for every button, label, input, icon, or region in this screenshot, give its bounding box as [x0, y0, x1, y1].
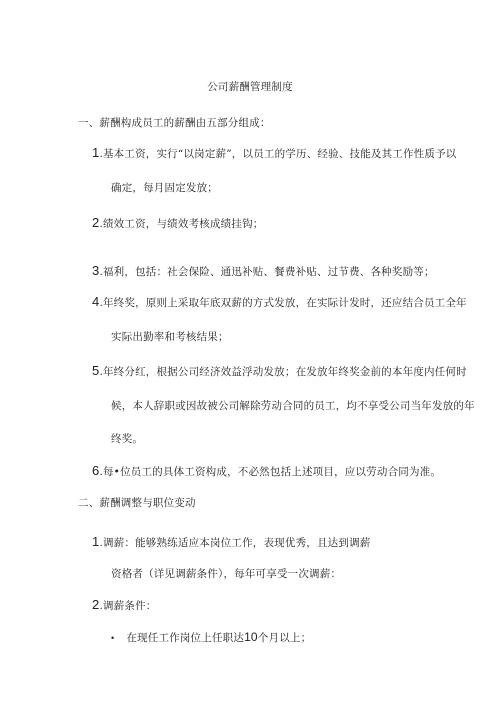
- section-1-item-5-cont-1: 候，本人辞职或因故被公司解除劳动合同的员工，均不享受公司当年发放的年: [111, 400, 475, 412]
- item-text: .基本工资，实行“以岗定薪”，以员工的学历、经验、技能及其工作性质予以: [99, 148, 457, 160]
- bullet-number: 10: [244, 630, 258, 644]
- section-1-heading: 一、薪酬构成员工的薪酬由五部分组成：: [78, 117, 271, 129]
- item-text: .年终分红，根据公司经济效益浮动发放；在发放年终奖金前的本年度内任何时: [99, 366, 467, 378]
- section-1-item-2: [92, 216, 263, 231]
- section-1-item-6: [92, 464, 441, 479]
- item-text: .调薪条件：: [99, 600, 157, 612]
- section-1-item-1-cont: 确定，每月固定发放；: [111, 182, 218, 194]
- item-text: .年终奖，原则上采取年底双薪的方式发放，在实际计发时，还应结合员工全年: [99, 297, 467, 309]
- item-number: 6: [92, 463, 100, 478]
- section-2-item-2: [92, 598, 156, 613]
- item-text: .福利，包括：社会保险、通迅补贴、餐费补贴、过节费、各种奖励等；: [99, 266, 435, 278]
- item-text: .调薪：能够熟练适应本岗位工作，表现优秀，且达到调薪: [99, 537, 371, 549]
- section-2-item-1: [92, 535, 370, 550]
- item-number: 3: [92, 263, 100, 278]
- section-2-bullet: [111, 630, 311, 645]
- section-2-heading: 二、薪酬调整与职位变动: [78, 497, 196, 509]
- section-1-item-4-cont: 实际出勤率和考核结果；: [111, 331, 229, 343]
- bullet-icon: •: [111, 633, 115, 643]
- section-1-item-1: [92, 146, 457, 161]
- item-text: .每•位员工的具体工资构成，不必然包括上述项目，应以劳动合同为准。: [99, 466, 442, 478]
- section-1-item-4: [92, 295, 467, 310]
- section-2-item-1-cont: 资格者（详见调薪条件），每年可享受一次调薪：: [111, 568, 342, 580]
- section-1-item-5-cont-2: 终奖。: [111, 433, 144, 445]
- section-1-item-5: [92, 364, 467, 379]
- section-1-item-3: [92, 264, 435, 279]
- item-number: 1: [92, 145, 100, 160]
- item-number: 2: [92, 215, 100, 230]
- item-text: .绩效工资，与绩效考核成绩挂钩；: [99, 218, 264, 230]
- document-title: 公司薪酬管理制度: [207, 81, 293, 93]
- bullet-text-before: 在现任工作岗位上任职达: [126, 632, 245, 644]
- item-number: 5: [92, 363, 100, 378]
- bullet-text-after: 个月以上；: [257, 632, 312, 644]
- item-number: 4: [92, 294, 100, 309]
- item-number: 1: [92, 534, 100, 549]
- item-number: 2: [92, 597, 100, 612]
